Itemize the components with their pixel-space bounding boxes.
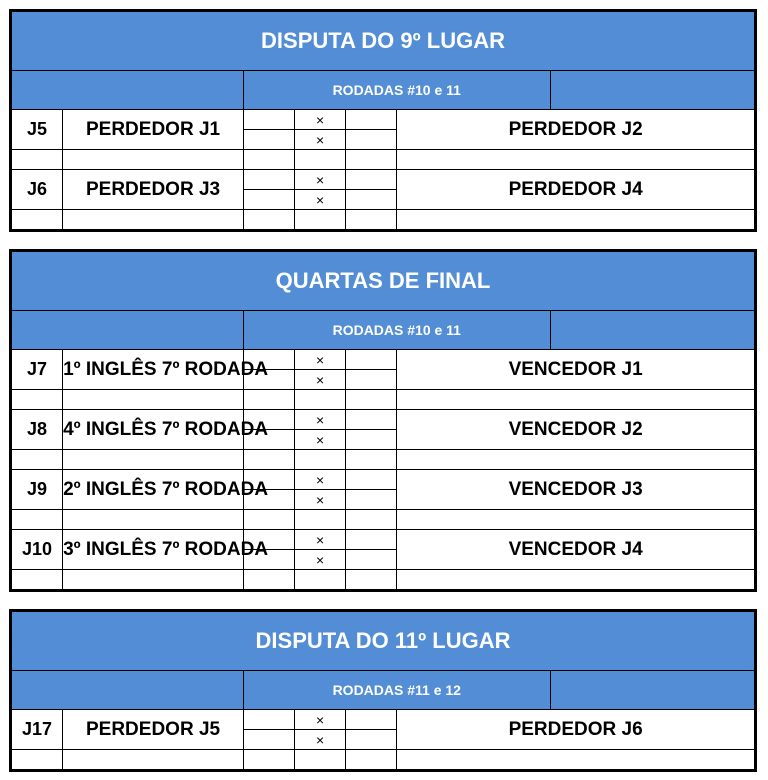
score-left-cell[interactable] <box>244 110 295 130</box>
team-left: 3º INGLÊS 7º RODADA <box>63 530 244 570</box>
section-title: DISPUTA DO 11º LUGAR <box>12 612 755 671</box>
match-row <box>12 470 755 490</box>
score-right-cell[interactable] <box>346 730 397 750</box>
score-right-cell[interactable] <box>346 430 397 450</box>
match-code: J7 <box>12 350 63 390</box>
match-row <box>12 350 755 370</box>
versus-mark: × <box>295 490 346 510</box>
section-9th-place <box>9 9 757 232</box>
versus-mark: × <box>295 110 346 130</box>
score-right-cell[interactable] <box>346 370 397 390</box>
match-row <box>12 170 755 190</box>
score-left-cell[interactable] <box>244 710 295 730</box>
spacer-row <box>12 390 755 410</box>
team-left: 1º INGLÊS 7º RODADA <box>63 350 244 390</box>
section-quarterfinals <box>9 249 757 592</box>
subtitle-blank-right <box>550 311 754 350</box>
match-code: J9 <box>12 470 63 510</box>
match-code: J10 <box>12 530 63 570</box>
versus-mark: × <box>295 350 346 370</box>
bracket-table <box>11 611 755 770</box>
round-label: RODADAS #10 e 11 <box>244 71 551 110</box>
subtitle-blank-right <box>550 671 754 710</box>
match-row <box>12 710 755 730</box>
score-left-cell[interactable] <box>244 130 295 150</box>
versus-mark: × <box>295 710 346 730</box>
match-row <box>12 410 755 430</box>
versus-mark: × <box>295 430 346 450</box>
versus-mark: × <box>295 130 346 150</box>
spacer-row <box>12 450 755 470</box>
score-right-cell[interactable] <box>346 550 397 570</box>
spacer-row <box>12 210 755 230</box>
match-code: J6 <box>12 170 63 210</box>
versus-mark: × <box>295 190 346 210</box>
team-left: PERDEDOR J5 <box>63 710 244 750</box>
score-right-cell[interactable] <box>346 190 397 210</box>
team-right: VENCEDOR J1 <box>397 350 755 390</box>
team-right: PERDEDOR J2 <box>397 110 755 150</box>
team-left: PERDEDOR J3 <box>63 170 244 210</box>
team-right: VENCEDOR J3 <box>397 470 755 510</box>
team-right: PERDEDOR J4 <box>397 170 755 210</box>
spacer-row <box>12 150 755 170</box>
score-left-cell[interactable] <box>244 170 295 190</box>
section-title: QUARTAS DE FINAL <box>12 252 755 311</box>
match-code: J8 <box>12 410 63 450</box>
section-11th-place <box>9 609 757 772</box>
team-right: VENCEDOR J4 <box>397 530 755 570</box>
round-label: RODADAS #10 e 11 <box>244 311 551 350</box>
team-left: 2º INGLÊS 7º RODADA <box>63 470 244 510</box>
match-row <box>12 110 755 130</box>
bracket-table <box>11 251 755 590</box>
bracket-table <box>11 11 755 230</box>
versus-mark: × <box>295 530 346 550</box>
versus-mark: × <box>295 170 346 190</box>
subtitle-blank-right <box>550 71 754 110</box>
team-right: PERDEDOR J6 <box>397 710 755 750</box>
score-right-cell[interactable] <box>346 530 397 550</box>
team-right: VENCEDOR J2 <box>397 410 755 450</box>
spacer-row <box>12 510 755 530</box>
spacer-row <box>12 750 755 770</box>
score-right-cell[interactable] <box>346 490 397 510</box>
score-right-cell[interactable] <box>346 110 397 130</box>
subtitle-blank-left <box>12 311 244 350</box>
versus-mark: × <box>295 730 346 750</box>
score-right-cell[interactable] <box>346 350 397 370</box>
versus-mark: × <box>295 410 346 430</box>
match-code: J17 <box>12 710 63 750</box>
team-left: 4º INGLÊS 7º RODADA <box>63 410 244 450</box>
subtitle-blank-left <box>12 671 244 710</box>
score-left-cell[interactable] <box>244 190 295 210</box>
score-left-cell[interactable] <box>244 730 295 750</box>
score-right-cell[interactable] <box>346 410 397 430</box>
team-left: PERDEDOR J1 <box>63 110 244 150</box>
spacer-row <box>12 570 755 590</box>
match-code: J5 <box>12 110 63 150</box>
versus-mark: × <box>295 470 346 490</box>
versus-mark: × <box>295 370 346 390</box>
score-right-cell[interactable] <box>346 130 397 150</box>
score-right-cell[interactable] <box>346 710 397 730</box>
versus-mark: × <box>295 550 346 570</box>
section-title: DISPUTA DO 9º LUGAR <box>12 12 755 71</box>
match-row <box>12 530 755 550</box>
round-label: RODADAS #11 e 12 <box>244 671 551 710</box>
score-right-cell[interactable] <box>346 170 397 190</box>
subtitle-blank-left <box>12 71 244 110</box>
score-right-cell[interactable] <box>346 470 397 490</box>
